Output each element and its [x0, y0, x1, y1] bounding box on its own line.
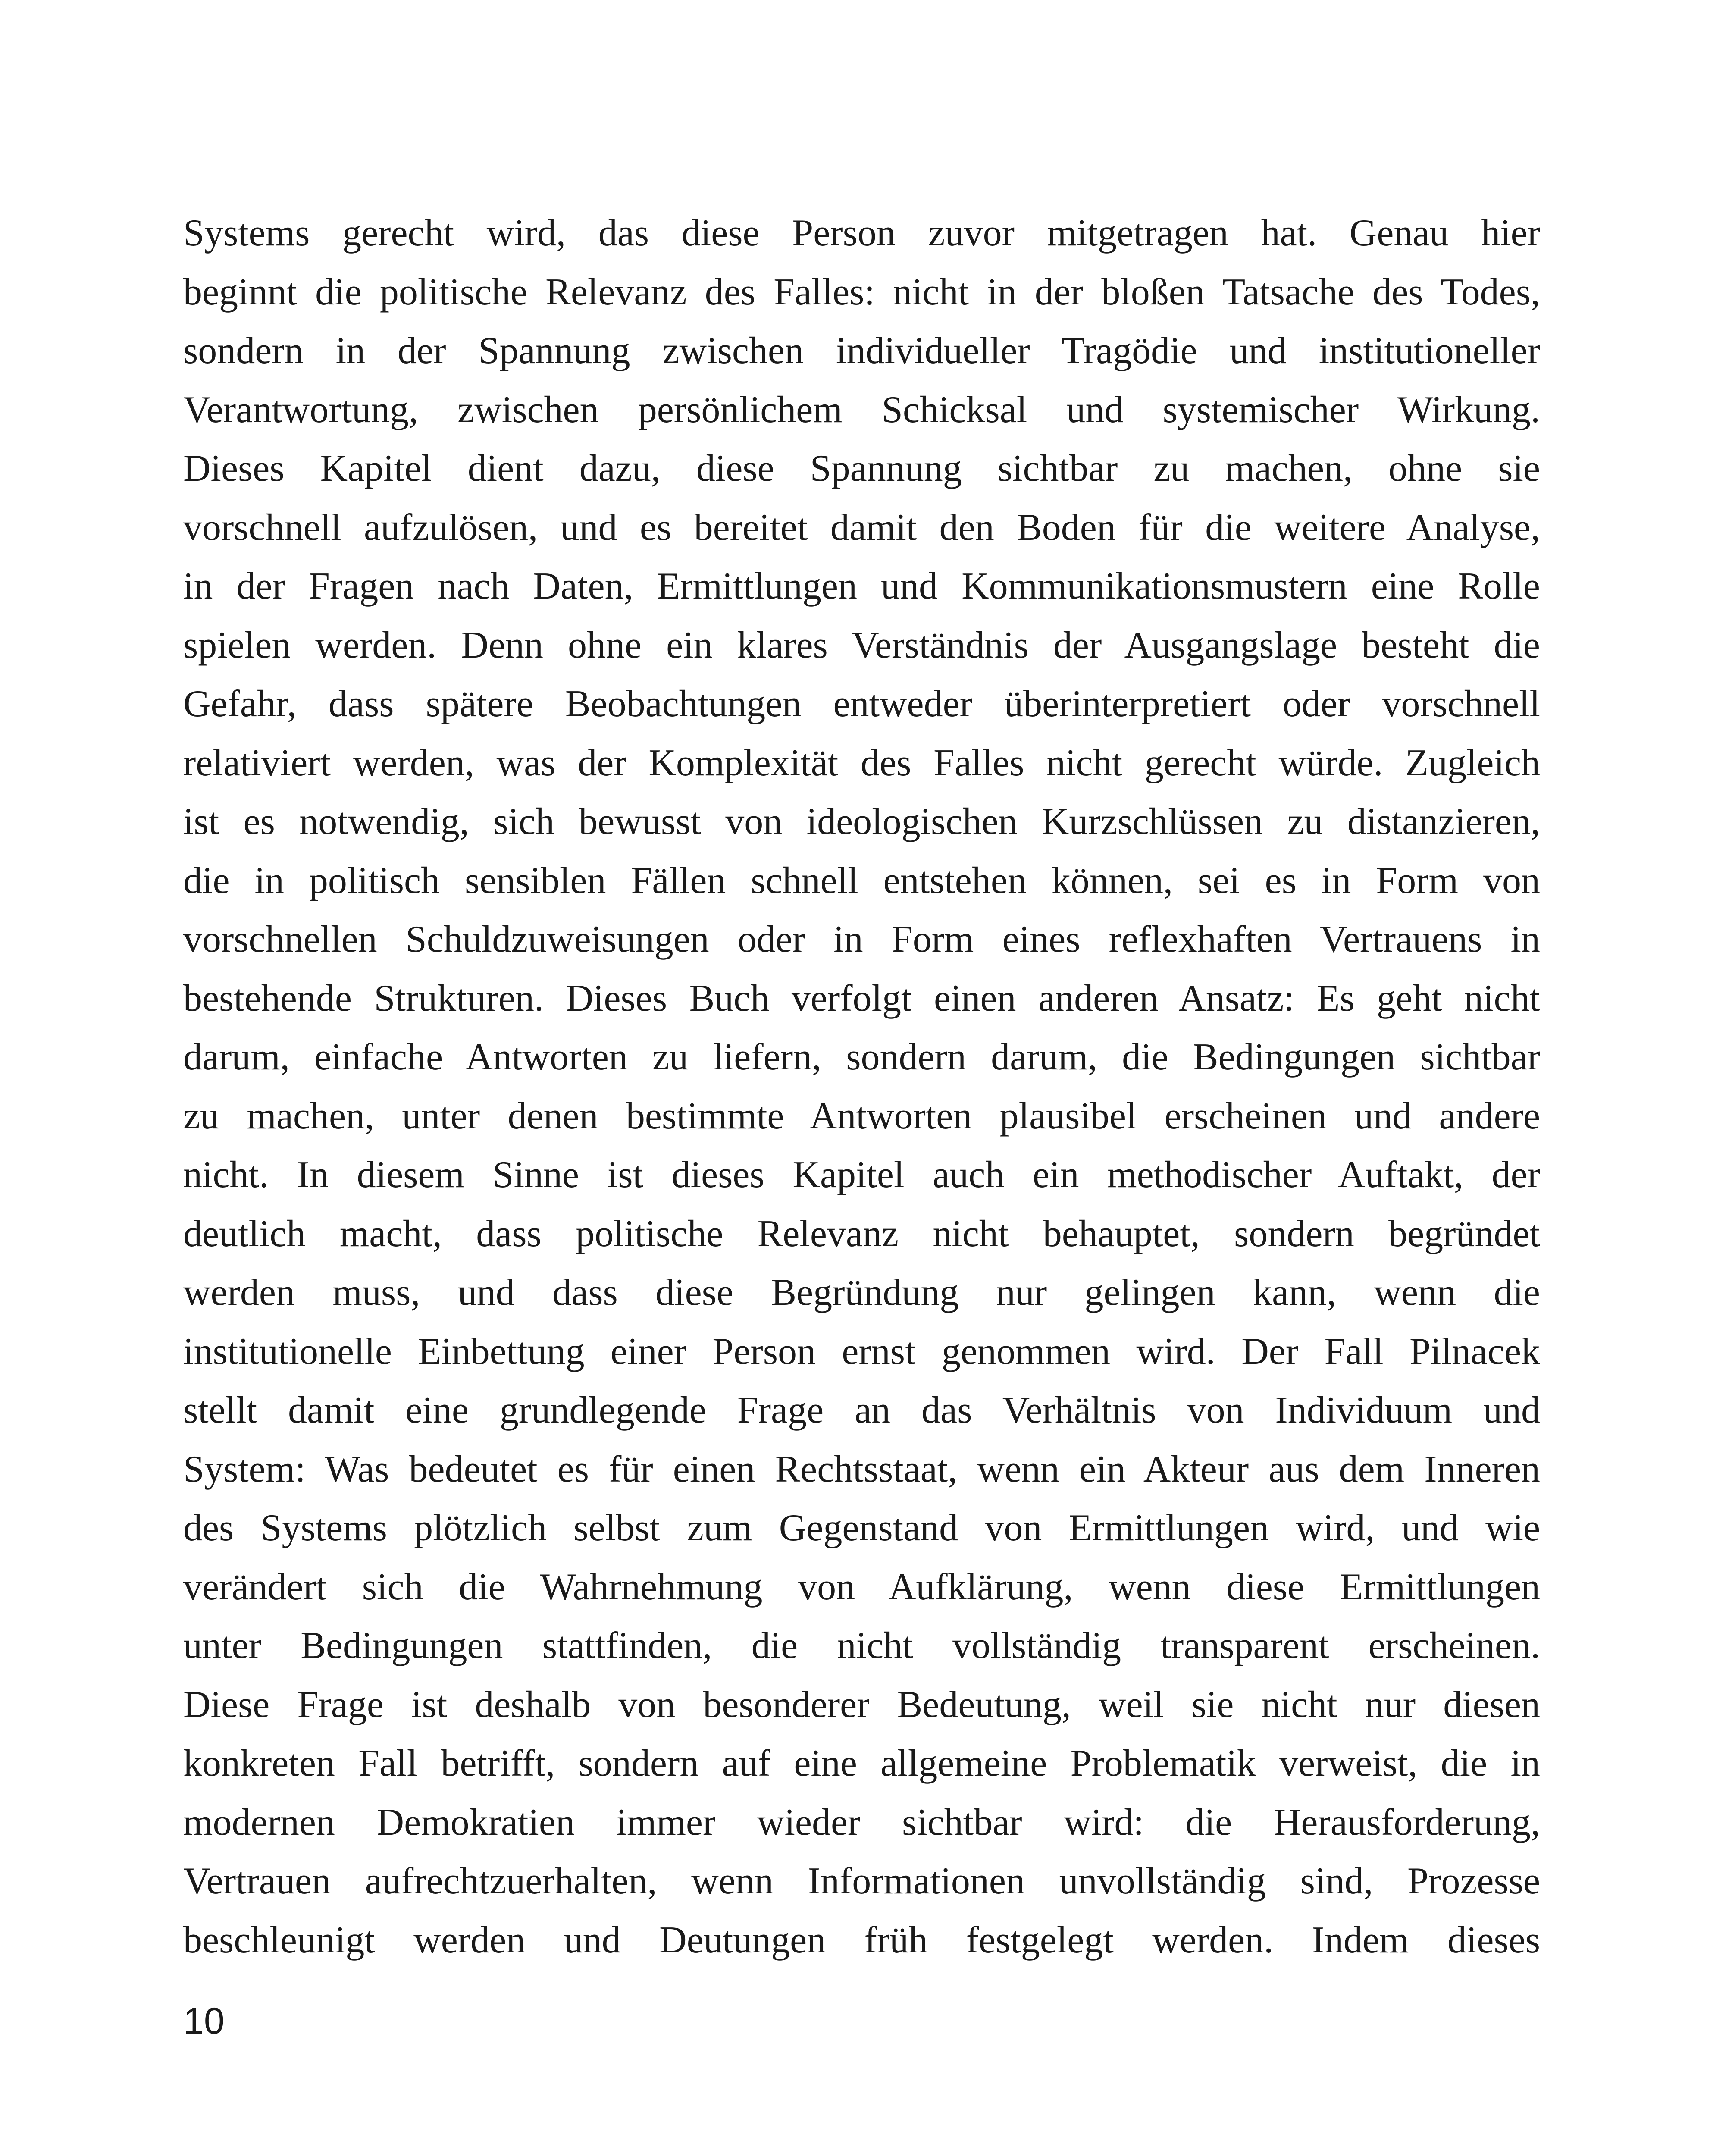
- text-line: vorschnell aufzulösen, und es bereitet damit den Boden für die weitere Analyse,: [183, 506, 1540, 548]
- text-line: Vertrauen aufrechtzuerhalten, wenn Informationen unvollständig sind, Prozesse: [183, 1860, 1540, 1902]
- text-line: spielen werden. Denn ohne ein klares Verständnis der Ausgangslage besteht die: [183, 624, 1540, 666]
- text-line: vorschnellen Schuldzuweisungen oder in Form eines reflexhaften Vertrauens in: [183, 918, 1540, 960]
- text-line: unter Bedingungen stattfinden, die nicht vollständig transparent erscheinen.: [183, 1625, 1540, 1667]
- text-line: deutlich macht, dass politische Relevanz nicht behauptet, sondern begründet: [183, 1213, 1540, 1255]
- text-line: konkreten Fall betrifft, sondern auf eine allgemeine Problematik verweist, die in: [183, 1742, 1540, 1784]
- text-line: relativiert werden, was der Komplexität des Falles nicht gerecht würde. Zugleich: [183, 742, 1540, 784]
- text-line: verändert sich die Wahrnehmung von Aufklärung, wenn diese Ermittlungen: [183, 1566, 1540, 1608]
- text-line: des Systems plötzlich selbst zum Gegenstand von Ermittlungen wird, und wie: [183, 1507, 1540, 1549]
- text-line: beginnt die politische Relevanz des Falles: nicht in der bloßen Tatsache des Todes,: [183, 271, 1540, 313]
- text-line: Gefahr, dass spätere Beobachtungen entweder überinterpretiert oder vorschnell: [183, 683, 1540, 725]
- text-line: Systems gerecht wird, das diese Person zuvor mitgetragen hat. Genau hier: [183, 212, 1540, 254]
- text-line: sondern in der Spannung zwischen individueller Tragödie und institutioneller: [183, 330, 1540, 372]
- text-line: die in politisch sensiblen Fällen schnell entstehen können, sei es in Form von: [183, 859, 1540, 902]
- text-line: stellt damit eine grundlegende Frage an das Verhältnis von Individuum und: [183, 1389, 1540, 1431]
- text-line: institutionelle Einbettung einer Person ernst genommen wird. Der Fall Pilnacek: [183, 1330, 1540, 1373]
- text-line: modernen Demokratien immer wieder sichtbar wird: die Herausforderung,: [183, 1801, 1540, 1843]
- text-line: Dieses Kapitel dient dazu, diese Spannung sichtbar zu machen, ohne sie: [183, 448, 1540, 489]
- text-line: ist es notwendig, sich bewusst von ideologischen Kurzschlüssen zu distanzieren,: [183, 801, 1540, 843]
- body-paragraph: [183, 204, 1540, 1970]
- text-line: zu machen, unter denen bestimmte Antworten plausibel erscheinen und andere: [183, 1095, 1540, 1137]
- text-line: bestehende Strukturen. Dieses Buch verfolgt einen anderen Ansatz: Es geht nicht: [183, 977, 1540, 1019]
- text-line: darum, einfache Antworten zu liefern, sondern darum, die Bedingungen sichtbar: [183, 1036, 1540, 1078]
- text-line: werden muss, und dass diese Begründung nur gelingen kann, wenn die: [183, 1272, 1540, 1313]
- text-line: in der Fragen nach Daten, Ermittlungen und Kommunikationsmustern eine Rolle: [183, 565, 1540, 607]
- page-number: 10: [183, 2000, 225, 2042]
- text-line: Verantwortung, zwischen persönlichem Schicksal und systemischer Wirkung.: [183, 389, 1540, 431]
- text-line: System: Was bedeutet es für einen Rechtsstaat, wenn ein Akteur aus dem Inneren: [183, 1448, 1540, 1490]
- text-line: beschleunigt werden und Deutungen früh festgelegt werden. Indem dieses: [183, 1919, 1540, 1961]
- text-line: nicht. In diesem Sinne ist dieses Kapitel auch ein methodischer Auftakt, der: [183, 1154, 1540, 1196]
- text-line: Diese Frage ist deshalb von besonderer Bedeutung, weil sie nicht nur diesen: [183, 1683, 1540, 1726]
